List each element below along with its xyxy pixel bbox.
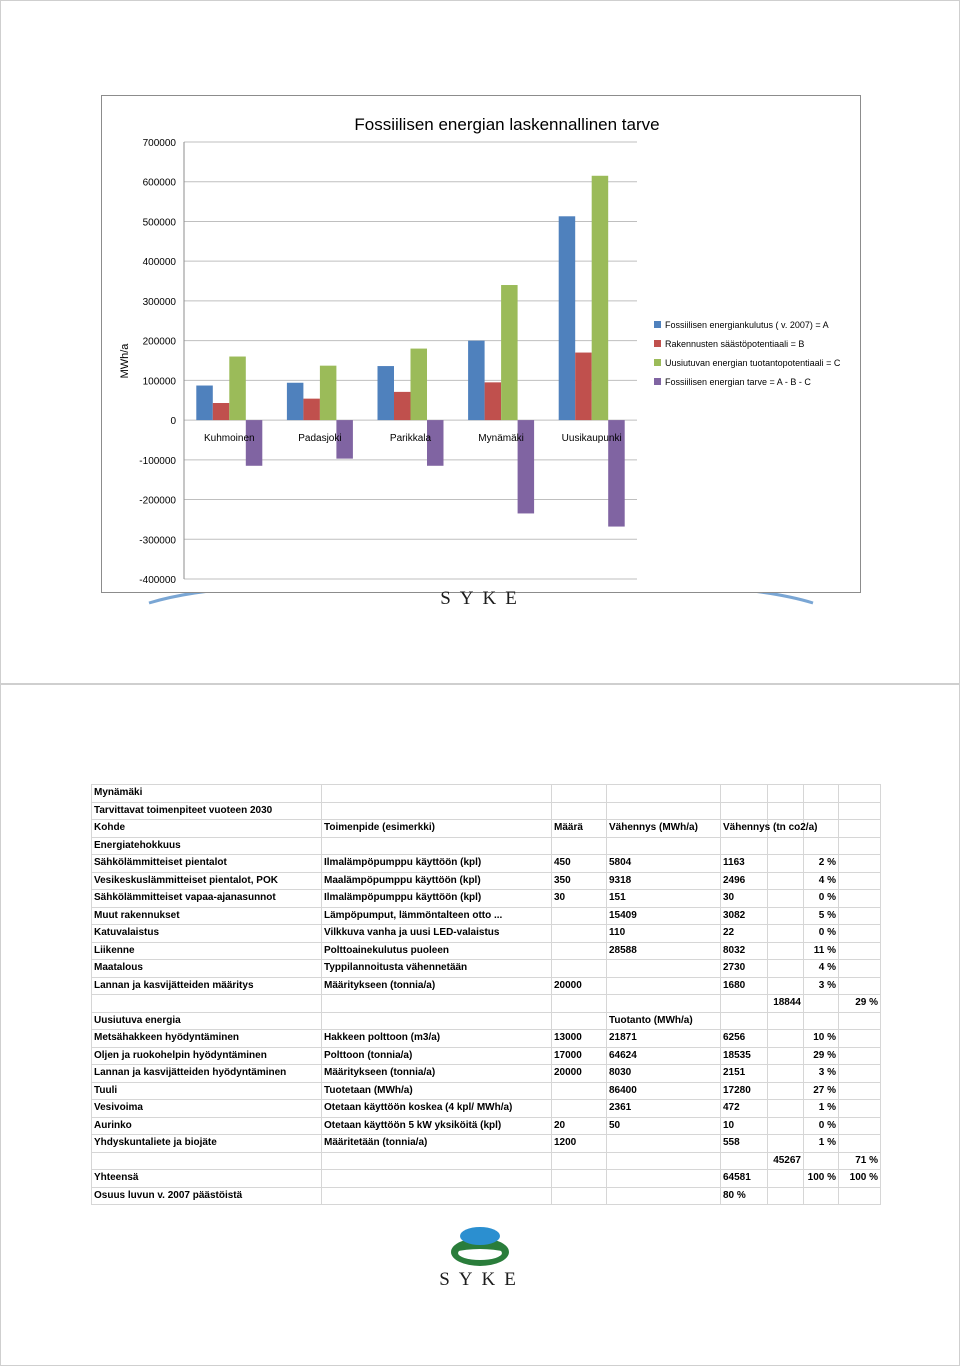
table-cell: 151	[607, 890, 721, 908]
table-cell: 8032	[721, 942, 768, 960]
y-tick-label: 700000	[142, 138, 176, 149]
table-row	[92, 802, 881, 820]
table-cell: Katuvalaistus	[92, 925, 322, 943]
bar-0	[468, 341, 485, 420]
table-row	[92, 1030, 881, 1048]
bar-2	[501, 285, 517, 420]
table-row	[92, 785, 881, 803]
table-cell: Metsähakkeen hyödyntäminen	[92, 1030, 322, 1048]
table-row	[92, 960, 881, 978]
table-cell	[552, 1152, 607, 1170]
table-cell	[839, 802, 881, 820]
y-tick-label: 400000	[142, 257, 176, 269]
table-cell: Otetaan käyttöön 5 kW yksiköitä (kpl)	[322, 1117, 552, 1135]
table-cell	[721, 837, 768, 855]
bar-2	[320, 366, 337, 420]
table-cell	[721, 1012, 768, 1030]
table-cell: 1 %	[804, 1100, 839, 1118]
table-cell	[552, 907, 607, 925]
table-cell: Määritetään (tonnia/a)	[322, 1135, 552, 1153]
table-cell	[552, 995, 607, 1013]
table-cell	[721, 1152, 768, 1170]
table-cell	[839, 1030, 881, 1048]
table-cell: 50	[607, 1117, 721, 1135]
table-cell: 472	[721, 1100, 768, 1118]
table-cell: 1680	[721, 977, 768, 995]
table-cell	[768, 1117, 804, 1135]
table-cell	[552, 1170, 607, 1188]
table-row	[92, 977, 881, 995]
bar-0	[287, 383, 304, 420]
table-cell: 5 %	[804, 907, 839, 925]
table-cell	[839, 872, 881, 890]
table-cell: Ilmalämpöpumppu käyttöön (kpl)	[322, 890, 552, 908]
chart-frame	[101, 95, 861, 593]
table-cell	[607, 1135, 721, 1153]
x-tick-label: Mynämäki	[478, 433, 524, 445]
table-cell: 86400	[607, 1082, 721, 1100]
table-cell: Sähkölämmitteiset pientalot	[92, 855, 322, 873]
table-cell	[839, 942, 881, 960]
table-cell: Vilkkuva vanha ja uusi LED-valaistus	[322, 925, 552, 943]
table-cell	[804, 1012, 839, 1030]
bar-1	[303, 399, 320, 420]
table-cell	[768, 1030, 804, 1048]
table-cell	[768, 802, 804, 820]
table-cell: Yhdyskuntaliete ja biojäte	[92, 1135, 322, 1153]
table-cell	[607, 1187, 721, 1205]
table-cell	[92, 995, 322, 1013]
y-tick-label: 100000	[142, 376, 176, 388]
table-cell: 10 %	[804, 1030, 839, 1048]
table-cell: 64581	[721, 1170, 768, 1188]
table-cell: 80 %	[721, 1187, 768, 1205]
table-cell: 22	[721, 925, 768, 943]
table-cell: 1 %	[804, 1135, 839, 1153]
table-cell: 4 %	[804, 872, 839, 890]
table-cell: 450	[552, 855, 607, 873]
table-cell	[768, 1047, 804, 1065]
table-cell: Kohde	[92, 820, 322, 838]
table-row	[92, 925, 881, 943]
table-cell: 29 %	[804, 1047, 839, 1065]
legend-swatch-0	[654, 321, 661, 328]
table-cell	[552, 1100, 607, 1118]
table-cell	[804, 837, 839, 855]
table-row	[92, 1065, 881, 1083]
table-row	[92, 872, 881, 890]
bar-0	[378, 366, 395, 420]
table-cell	[804, 1152, 839, 1170]
table-cell	[839, 855, 881, 873]
table-cell	[768, 1100, 804, 1118]
table-row	[92, 890, 881, 908]
table-cell: 2730	[721, 960, 768, 978]
table-row	[92, 1012, 881, 1030]
table-cell	[607, 785, 721, 803]
table-cell: 10	[721, 1117, 768, 1135]
table-cell	[768, 1135, 804, 1153]
legend-swatch-1	[654, 340, 661, 347]
table-cell	[322, 802, 552, 820]
table-row	[92, 1047, 881, 1065]
table-row	[92, 907, 881, 925]
legend-swatch-3	[654, 378, 661, 385]
legend-label-3: Fossiilisen energian tarve = A - B - C	[665, 377, 811, 387]
bar-0	[559, 216, 576, 420]
table-cell: Typpilannoitusta vähennetään	[322, 960, 552, 978]
table-cell: 18535	[721, 1047, 768, 1065]
table-cell: 4 %	[804, 960, 839, 978]
table-cell	[552, 802, 607, 820]
table-cell: 100 %	[804, 1170, 839, 1188]
table-cell	[322, 1170, 552, 1188]
table-cell	[839, 837, 881, 855]
table-cell: 5804	[607, 855, 721, 873]
table-cell	[768, 890, 804, 908]
table-cell: 110	[607, 925, 721, 943]
table-cell	[839, 1135, 881, 1153]
bar-1	[213, 403, 230, 420]
table-cell	[607, 1152, 721, 1170]
x-tick-label: Padasjoki	[298, 433, 342, 445]
table-cell: 0 %	[804, 925, 839, 943]
table-cell: 350	[552, 872, 607, 890]
table-cell	[607, 977, 721, 995]
table-row	[92, 1117, 881, 1135]
table-row	[92, 1100, 881, 1118]
table-cell: 17000	[552, 1047, 607, 1065]
legend-label-1: Rakennusten säästöpotentiaali = B	[665, 339, 805, 349]
table-row	[92, 855, 881, 873]
table-cell	[839, 1065, 881, 1083]
table-cell: Uusiutuva energia	[92, 1012, 322, 1030]
table-cell	[768, 1170, 804, 1188]
y-tick-label: -100000	[139, 455, 176, 467]
table-cell	[839, 1012, 881, 1030]
table-cell	[804, 802, 839, 820]
bar-1	[394, 392, 411, 420]
table-cell: 30	[721, 890, 768, 908]
table-cell: 1200	[552, 1135, 607, 1153]
table-cell: 11 %	[804, 942, 839, 960]
bar-0	[196, 386, 213, 421]
table-row	[92, 1170, 881, 1188]
table-cell	[721, 995, 768, 1013]
table-cell	[768, 1012, 804, 1030]
table-row	[92, 1082, 881, 1100]
table-cell: 2361	[607, 1100, 721, 1118]
table-cell: 30	[552, 890, 607, 908]
table-cell: Otetaan käyttöön koskea (4 kpl/ MWh/a)	[322, 1100, 552, 1118]
table-cell: Lannan ja kasvijätteiden määritys	[92, 977, 322, 995]
table-cell: Maalämpöpumppu käyttöön (kpl)	[322, 872, 552, 890]
x-tick-label: Kuhmoinen	[204, 433, 255, 445]
table-cell	[768, 837, 804, 855]
table-cell	[607, 960, 721, 978]
y-tick-label: -300000	[139, 535, 176, 547]
table-cell: Hakkeen polttoon (m3/a)	[322, 1030, 552, 1048]
table-cell: Tuotanto (MWh/a)	[607, 1012, 721, 1030]
table-cell: 6256	[721, 1030, 768, 1048]
table-cell: 2151	[721, 1065, 768, 1083]
table-row	[92, 837, 881, 855]
y-tick-label: 500000	[142, 217, 176, 229]
legend-label-0: Fossiilisen energiankulutus ( v. 2007) = A	[665, 320, 829, 330]
table-cell: 9318	[607, 872, 721, 890]
y-tick-label: 300000	[142, 296, 176, 308]
table-cell	[768, 855, 804, 873]
bar-2	[411, 349, 428, 421]
table-cell: Tuuli	[92, 1082, 322, 1100]
data-table	[91, 784, 881, 1205]
table-cell	[804, 785, 839, 803]
table-cell	[552, 942, 607, 960]
legend-swatch-2	[654, 359, 661, 366]
table-cell	[839, 925, 881, 943]
table-cell: Oljen ja ruokohelpin hyödyntäminen	[92, 1047, 322, 1065]
table-cell: 558	[721, 1135, 768, 1153]
table-cell	[839, 1082, 881, 1100]
table-cell: 13000	[552, 1030, 607, 1048]
table-cell	[839, 960, 881, 978]
syke-wordmark-bottom: SYKE	[439, 1269, 525, 1290]
table-cell: 17280	[721, 1082, 768, 1100]
table-cell: Yhteensä	[92, 1170, 322, 1188]
table-cell: 15409	[607, 907, 721, 925]
table-cell	[322, 785, 552, 803]
table-cell: 21871	[607, 1030, 721, 1048]
table-cell: 71 %	[839, 1152, 881, 1170]
table-cell	[721, 785, 768, 803]
table-cell: 3 %	[804, 977, 839, 995]
y-tick-label: 200000	[142, 336, 176, 348]
table-cell	[768, 872, 804, 890]
table-cell: 29 %	[839, 995, 881, 1013]
table-cell: Polttoon (tonnia/a)	[322, 1047, 552, 1065]
x-tick-label: Parikkala	[389, 433, 432, 445]
table-cell	[768, 1187, 804, 1205]
table-cell: 27 %	[804, 1082, 839, 1100]
table-cell	[768, 977, 804, 995]
table-cell	[768, 942, 804, 960]
table-cell	[552, 785, 607, 803]
y-tick-label: -200000	[139, 495, 176, 507]
table-cell: Määritykseen (tonnia/a)	[322, 1065, 552, 1083]
table-cell	[552, 1082, 607, 1100]
table-cell: 64624	[607, 1047, 721, 1065]
table-cell	[607, 802, 721, 820]
table-cell: Tarvittavat toimenpiteet vuoteen 2030	[92, 802, 322, 820]
table-cell	[768, 925, 804, 943]
table-cell	[839, 977, 881, 995]
table-cell: Toimenpide (esimerkki)	[322, 820, 552, 838]
table-row	[92, 820, 881, 838]
table-cell: 3 %	[804, 1065, 839, 1083]
table-cell: Osuus luvun v. 2007 päästöistä	[92, 1187, 322, 1205]
table-cell: Muut rakennukset	[92, 907, 322, 925]
table-cell: Mynämäki	[92, 785, 322, 803]
table-cell	[839, 785, 881, 803]
table-cell	[607, 995, 721, 1013]
syke-logo-icon	[449, 1224, 511, 1270]
table-cell	[839, 890, 881, 908]
table-cell: Liikenne	[92, 942, 322, 960]
x-tick-label: Uusikaupunki	[561, 433, 622, 445]
y-axis-label: MWh/a	[119, 343, 131, 379]
table-row	[92, 995, 881, 1013]
table-cell	[552, 1187, 607, 1205]
syke-wordmark: SYKE	[440, 588, 526, 609]
table-cell: 18844	[768, 995, 804, 1013]
table-row	[92, 1187, 881, 1205]
table-cell	[804, 995, 839, 1013]
table-cell: Vesivoima	[92, 1100, 322, 1118]
table-cell: 45267	[768, 1152, 804, 1170]
table-cell	[322, 995, 552, 1013]
table-cell	[839, 1100, 881, 1118]
table-cell: Lannan ja kasvijätteiden hyödyntäminen	[92, 1065, 322, 1083]
legend-label-2: Uusiutuvan energian tuotantopotentiaali = C	[665, 358, 841, 368]
table-cell	[552, 925, 607, 943]
table-cell	[92, 1152, 322, 1170]
table-cell	[322, 837, 552, 855]
bar-2	[592, 176, 609, 420]
table-row	[92, 942, 881, 960]
table-cell: Lämpöpumput, lämmöntalteen otto ...	[322, 907, 552, 925]
table-cell	[552, 960, 607, 978]
table-cell	[607, 1170, 721, 1188]
table-cell	[839, 820, 881, 838]
table-cell	[552, 837, 607, 855]
table-cell: Vähennys (MWh/a)	[607, 820, 721, 838]
table-cell: Vähennys (tn co2/a)	[721, 820, 768, 838]
table-cell: 0 %	[804, 890, 839, 908]
table-cell: Määrä	[552, 820, 607, 838]
bar-1	[485, 382, 502, 420]
table-cell	[607, 837, 721, 855]
table-cell	[839, 1187, 881, 1205]
table-cell: 1163	[721, 855, 768, 873]
bar-1	[575, 353, 592, 421]
table-row	[92, 1152, 881, 1170]
table-cell: 8030	[607, 1065, 721, 1083]
table-row	[92, 1135, 881, 1153]
table-cell: Sähkölämmitteiset vapaa-ajanasunnot	[92, 890, 322, 908]
table-cell	[322, 1187, 552, 1205]
table-cell: 28588	[607, 942, 721, 960]
table-cell: Polttoainekulutus puoleen	[322, 942, 552, 960]
table-cell: Aurinko	[92, 1117, 322, 1135]
y-tick-label: 0	[170, 416, 176, 428]
table-cell: 20	[552, 1117, 607, 1135]
table-cell	[839, 907, 881, 925]
table-cell	[721, 802, 768, 820]
table-cell: 100 %	[839, 1170, 881, 1188]
table-cell	[552, 1012, 607, 1030]
table-cell	[322, 1012, 552, 1030]
table-cell: 20000	[552, 1065, 607, 1083]
table-cell: 3082	[721, 907, 768, 925]
bar-chart	[102, 96, 860, 592]
table-cell	[322, 1152, 552, 1170]
table-cell	[768, 1082, 804, 1100]
chart-title: Fossiilisen energian laskennallinen tarve	[354, 115, 660, 134]
table-cell: Vesikeskuslämmitteiset pientalot, POK	[92, 872, 322, 890]
table-cell: 20000	[552, 977, 607, 995]
bar-2	[229, 357, 246, 421]
table-cell: Määritykseen (tonnia/a)	[322, 977, 552, 995]
table-cell	[768, 785, 804, 803]
table-cell: Tuotetaan (MWh/a)	[322, 1082, 552, 1100]
table-cell: Ilmalämpöpumppu käyttöön (kpl)	[322, 855, 552, 873]
table-cell	[768, 1065, 804, 1083]
table-cell	[768, 907, 804, 925]
table-cell	[839, 1047, 881, 1065]
y-tick-label: 600000	[142, 177, 176, 189]
table-cell: 2496	[721, 872, 768, 890]
table-cell	[804, 1187, 839, 1205]
table-cell: 0 %	[804, 1117, 839, 1135]
y-tick-label: -400000	[139, 575, 176, 586]
table-cell: Maatalous	[92, 960, 322, 978]
table-cell: 2 %	[804, 855, 839, 873]
table-cell: Energiatehokkuus	[92, 837, 322, 855]
table-cell	[839, 1117, 881, 1135]
table-cell	[768, 960, 804, 978]
